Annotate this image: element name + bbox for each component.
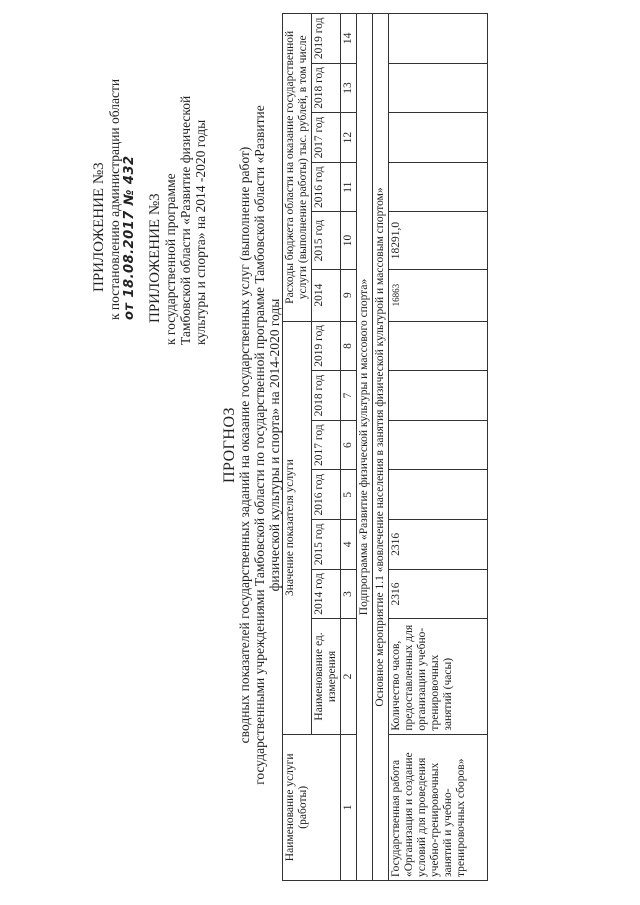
header-unit: Наименование ед. измерения [312, 619, 341, 734]
row-value-2018 [389, 371, 488, 421]
column-number: 13 [341, 63, 357, 113]
header-year: 2019 год [312, 14, 341, 64]
row-expense-2017 [389, 113, 488, 163]
column-number: 7 [341, 371, 357, 421]
row-unit: Количество часов, предоставленных для организации учебно-тренировочных занятий (часы) [389, 619, 488, 734]
header-year: 2014 [312, 269, 341, 321]
row-expense-2014: 16863 [389, 269, 488, 321]
column-number: 14 [341, 14, 357, 64]
row-expense-2019 [389, 14, 488, 64]
row-value-2015: 2316 [389, 520, 488, 570]
appendix-title: ПРИЛОЖЕНИЕ №3 [91, 162, 107, 292]
column-number: 5 [341, 470, 357, 520]
header-year: 2014 год [312, 569, 341, 619]
header-expenses: Расходы бюджета области на оказание государственной услуги (выполнение работы) тыс. рублей, в том числе [283, 14, 312, 322]
table-row [389, 14, 488, 881]
header-year: 2015 год [312, 520, 341, 570]
column-number: 2 [341, 619, 357, 734]
measure-title: Основное мероприятие 1.1 «вовлечение населения в занятия физической культурой и массовым спортом» [373, 14, 389, 881]
column-number: 4 [341, 520, 357, 570]
header-year: 2016 год [312, 162, 341, 212]
forecast-table [282, 13, 488, 881]
title-line-1: сводных показателей государственных заданий на оказание государственных услуг (выполнение работ) [237, 146, 252, 744]
row-value-2014: 2316 [389, 569, 488, 619]
appendix-header-decree [92, 79, 137, 320]
subprogram-row [357, 14, 373, 881]
table-header-row-1 [283, 14, 312, 881]
header-year: 2019 год [312, 321, 341, 371]
appendix-header-program [148, 96, 208, 345]
document-title [222, 45, 282, 845]
program-line-3: культуры и спорта» на 2014 -2020 годы [193, 119, 208, 345]
header-year: 2017 год [312, 113, 341, 163]
column-number: 9 [341, 269, 357, 321]
header-year: 2015 год [312, 212, 341, 269]
row-value-2019 [389, 321, 488, 371]
handwritten-date-number: от 18.08.2017 № 432 [122, 155, 137, 320]
program-line-1: к государственной программе [163, 173, 178, 345]
appendix-decree-line: к постановлению администрации области [107, 78, 122, 320]
subprogram-title: Подпрограмма «Развитие физической культуры и массового спорта» [357, 14, 373, 881]
title-line-3: физической культуры и спорта» на 2014-2020 годы [267, 298, 282, 592]
column-number: 3 [341, 569, 357, 619]
column-number-row [341, 14, 357, 881]
header-indicator: Значение показателя услуги [283, 321, 312, 734]
header-year: 2017 год [312, 420, 341, 470]
row-expense-2018 [389, 63, 488, 113]
column-number: 10 [341, 212, 357, 269]
column-number: 1 [341, 734, 357, 880]
appendix-title-2: ПРИЛОЖЕНИЕ №3 [147, 193, 163, 323]
row-value-2017 [389, 420, 488, 470]
program-line-2: Тамбовской области «Развитие физической [178, 95, 193, 345]
header-year: 2018 год [312, 371, 341, 421]
title-line-2: государственными учреждениями Тамбовской области по государственной программе Тамбовской области «Развитие [252, 105, 267, 785]
column-number: 12 [341, 113, 357, 163]
column-number: 6 [341, 420, 357, 470]
measure-row [373, 14, 389, 881]
row-expense-2016 [389, 162, 488, 212]
header-year: 2018 год [312, 63, 341, 113]
header-year: 2016 год [312, 470, 341, 520]
header-service: Наименование услуги (работы) [283, 734, 341, 880]
column-number: 8 [341, 321, 357, 371]
row-value-2016 [389, 470, 488, 520]
row-expense-2015: 18291,0 [389, 212, 488, 269]
column-number: 11 [341, 162, 357, 212]
title-heading: ПРОГНОЗ [221, 406, 238, 484]
row-service-name: Государственная работа «Организация и создание условий для проведения учебно-тренировочных занятий и учебно-тренировочных сборов» [389, 734, 488, 880]
